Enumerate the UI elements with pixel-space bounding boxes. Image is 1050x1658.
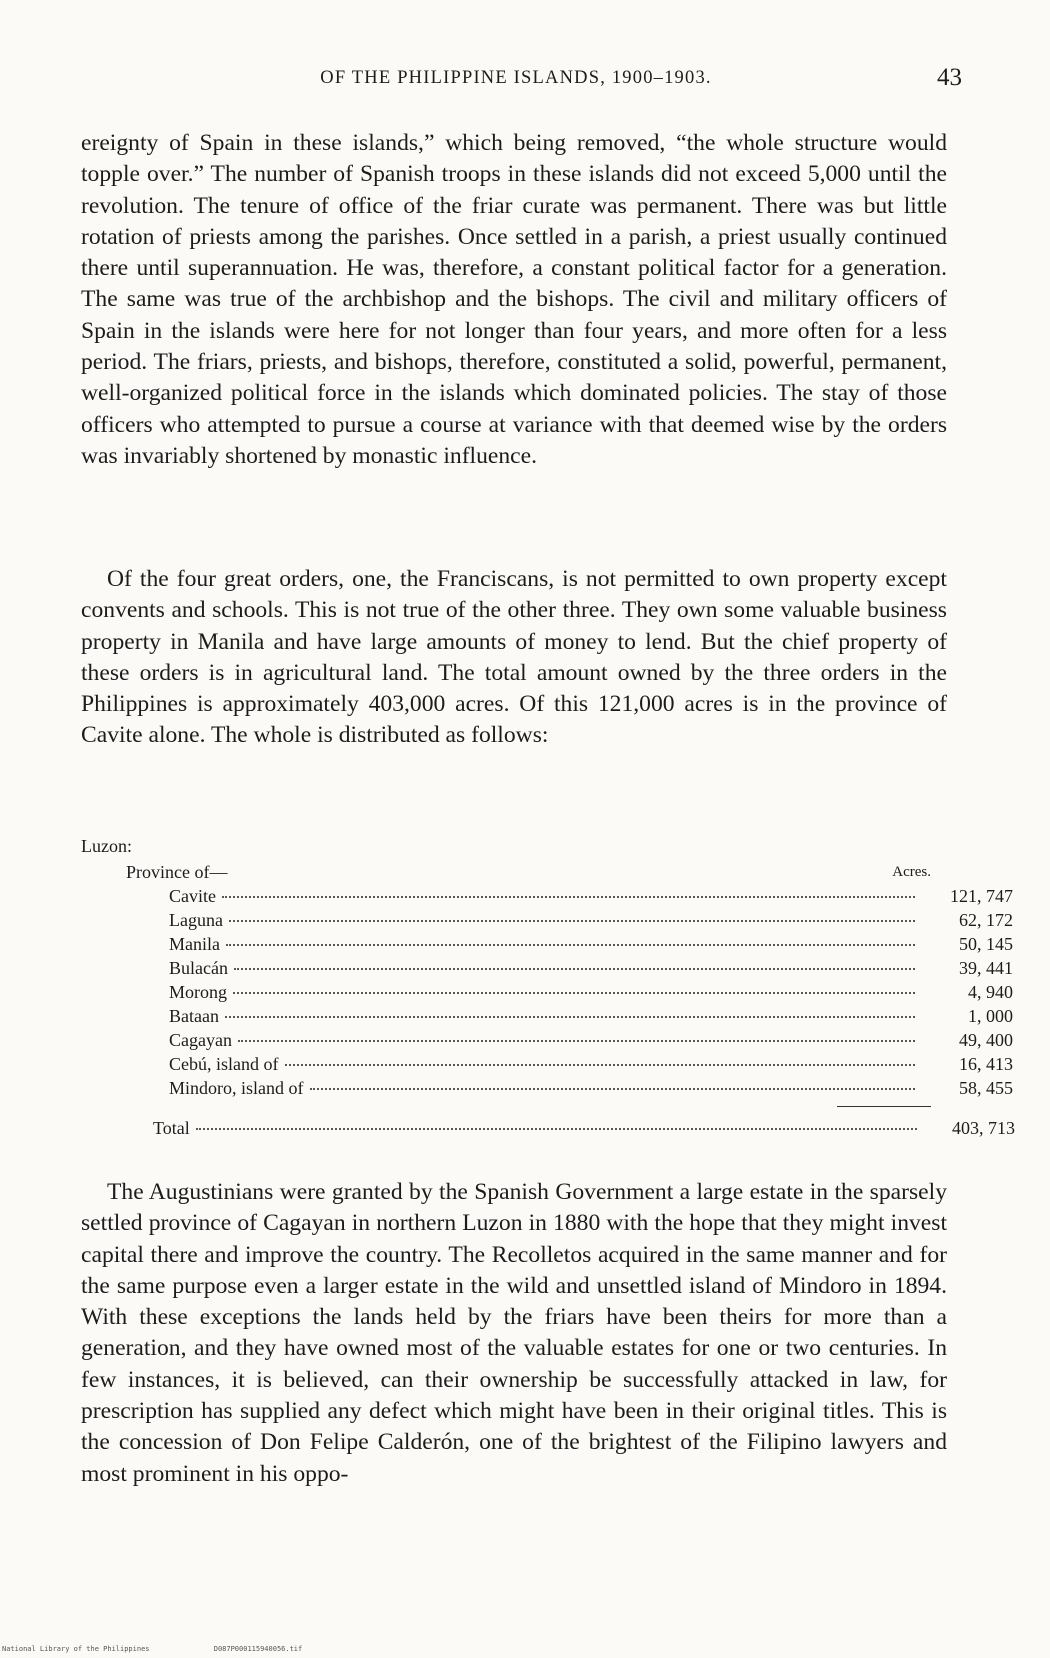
leader-dots [225, 1015, 915, 1018]
row-label: Morong [169, 982, 227, 1002]
paragraph-2: Of the four great orders, one, the Franciscans, is not permitted to own property except convents and schools. This is not true of the other three. They own some valuable business property in Manila and have large amounts of money to lend. But the chief property of these orders is in agricultural land. The total amount owned by the three orders in the Philippines is approximately 403,000 acres. Of this 121,000 acres is in the province of Cavite alone. The whole is distributed as follows: [81, 566, 947, 749]
leader-dots [234, 967, 915, 970]
row-value: 49, 400 [959, 1030, 1013, 1050]
table-row [169, 1054, 1029, 1078]
row-label: Cavite [169, 886, 216, 906]
page-number: 43 [937, 64, 962, 91]
leader-dots [238, 1039, 915, 1042]
running-title: OF THE PHILIPPINE ISLANDS, 1900–1903. [320, 68, 712, 88]
table-total-row [153, 1118, 1031, 1142]
table-region-label: Luzon: [81, 836, 132, 856]
leader-dots [196, 1127, 917, 1130]
leader-dots [285, 1063, 916, 1066]
row-value: 16, 413 [959, 1054, 1013, 1074]
row-label: Laguna [169, 910, 223, 930]
leader-dots [310, 1087, 916, 1090]
table-row [169, 982, 1029, 1006]
table-row [169, 934, 1029, 958]
table-row [169, 1078, 1029, 1102]
leader-dots [233, 991, 915, 994]
total-rule [837, 1106, 931, 1107]
total-value: 403, 713 [952, 1118, 1015, 1138]
leader-dots [226, 943, 915, 946]
total-label: Total [153, 1118, 190, 1138]
row-label: Cagayan [169, 1030, 232, 1050]
row-value: 39, 441 [959, 958, 1013, 978]
scan-footer [2, 1645, 362, 1653]
table-row [169, 1006, 1029, 1030]
table-row [169, 886, 1029, 910]
row-value: 58, 455 [959, 1078, 1013, 1098]
footer-file: D087P000115940056.tif [213, 1645, 303, 1653]
table-subheading: Province of— [126, 862, 228, 882]
paragraph-3: The Augustinians were granted by the Spanish Government a large estate in the sparsely settled province of Cagayan in northern Luzon in 1880 with the hope that they might invest capital there and improve the country. The Recolletos acquired in the same manner and for the same purpose even a larger estate in the wild and unsettled island of Mindoro in 1894. With these exceptions the lands held by the friars have been theirs for more than a generation, and they have owned most of the valuable estates for one or two centuries. In few instances, it is believed, can their ownership be successfully attacked in law, for prescription has supplied any defect which might have been in their original titles. This is the concession of Don Felipe Calderón, one of the brightest of the Filipino lawyers and most prominent in his oppo- [81, 1179, 947, 1487]
row-value: 1, 000 [968, 1006, 1013, 1026]
row-value: 4, 940 [968, 982, 1013, 1002]
table-row [169, 958, 1029, 982]
footer-library: National Library of the Philippines [2, 1645, 150, 1653]
paragraph-1: ereignty of Spain in these islands,” which being removed, “the whole structure would topple over.” The number of Spanish troops in these islands did not exceed 5,000 until the revolution. The tenure of office of the friar curate was permanent. There was but little rotation of priests among the parishes. Once settled in a parish, a priest usually continued there until superannuation. He was, therefore, a constant political factor for a generation. The same was true of the archbishop and the bishops. The civil and military officers of Spain in the islands were here for not longer than four years, and more often for a less period. The friars, priests, and bishops, therefore, constituted a solid, powerful, permanent, well-organized political force in the islands which dominated policies. The stay of those officers who attempted to pursue a course at variance with that deemed wise by the orders was invariably shortened by monastic influence. [81, 130, 947, 469]
leader-dots [222, 895, 915, 898]
table-row [169, 910, 1029, 934]
row-label: Bataan [169, 1006, 219, 1026]
row-value: 62, 172 [959, 910, 1013, 930]
row-label: Manila [169, 934, 220, 954]
row-value: 50, 145 [959, 934, 1013, 954]
row-value: 121, 747 [950, 886, 1013, 906]
leader-dots [229, 919, 915, 922]
table-row [169, 1030, 1029, 1054]
row-label: Cebú, island of [169, 1054, 279, 1074]
row-label: Mindoro, island of [169, 1078, 304, 1098]
table-unit-header: Acres. [892, 864, 931, 880]
row-label: Bulacán [169, 958, 228, 978]
